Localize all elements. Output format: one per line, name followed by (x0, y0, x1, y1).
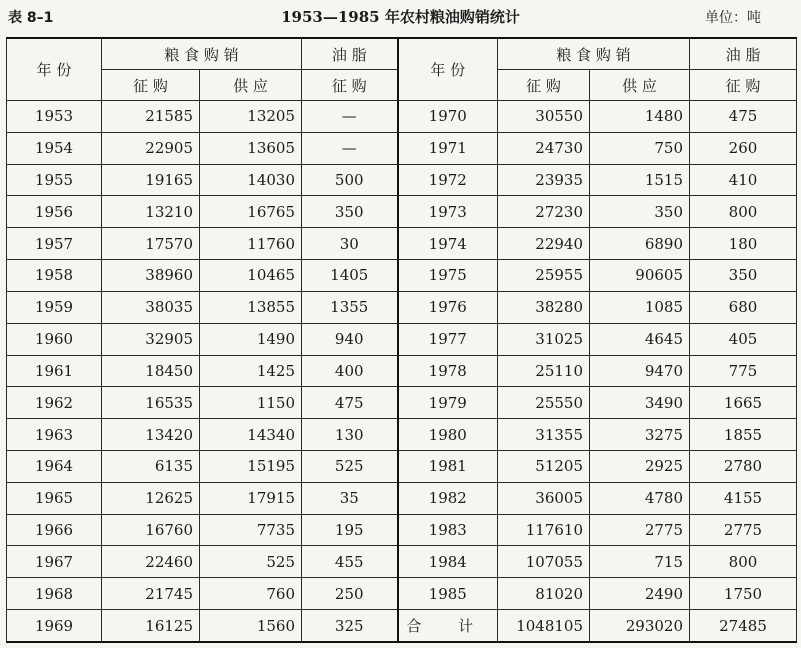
grain-purchase-cell: 38960 (102, 260, 200, 292)
year-cell: 1982 (398, 482, 498, 514)
year-cell: 1963 (7, 419, 102, 451)
header-purchase-right: 征 购 (498, 70, 590, 101)
grain-supply-cell: 525 (200, 546, 302, 578)
year-cell: 1961 (7, 355, 102, 387)
year-cell: 1970 (398, 101, 498, 133)
grain-purchase-cell: 16125 (102, 610, 200, 643)
year-cell: 1956 (7, 196, 102, 228)
oil-purchase-cell: 475 (690, 101, 797, 133)
header-oil-right: 油 脂 (690, 38, 797, 70)
table-row (7, 196, 797, 228)
oil-purchase-cell: 1750 (690, 578, 797, 610)
header-oil-left: 油 脂 (302, 38, 398, 70)
oil-purchase-cell: 30 (302, 228, 398, 260)
grain-purchase-cell: 30550 (498, 101, 590, 133)
year-cell: 1974 (398, 228, 498, 260)
year-cell: 1954 (7, 132, 102, 164)
grain-supply-cell: 1480 (590, 101, 690, 133)
table-caption (0, 0, 801, 34)
grain-supply-cell: 10465 (200, 260, 302, 292)
grain-oil-table (6, 37, 797, 643)
header-grain-right: 粮 食 购 销 (498, 38, 690, 70)
grain-purchase-cell: 18450 (102, 355, 200, 387)
table-row (7, 101, 797, 133)
year-cell: 1965 (7, 482, 102, 514)
grain-supply-cell: 16765 (200, 196, 302, 228)
oil-purchase-cell: 1355 (302, 291, 398, 323)
year-cell: 1957 (7, 228, 102, 260)
grain-purchase-cell: 22905 (102, 132, 200, 164)
table-row (7, 355, 797, 387)
year-cell: 1979 (398, 387, 498, 419)
oil-purchase-cell: 500 (302, 164, 398, 196)
oil-purchase-cell: 680 (690, 291, 797, 323)
year-cell: 1983 (398, 514, 498, 546)
total-grain-purchase-cell: 1048105 (498, 610, 590, 643)
grain-supply-cell: 13855 (200, 291, 302, 323)
year-cell: 1955 (7, 164, 102, 196)
grain-supply-cell: 1560 (200, 610, 302, 643)
oil-purchase-cell: 400 (302, 355, 398, 387)
table-row (7, 514, 797, 546)
oil-purchase-cell: 455 (302, 546, 398, 578)
oil-purchase-cell: 2775 (690, 514, 797, 546)
table-row (7, 610, 797, 643)
oil-purchase-cell: 475 (302, 387, 398, 419)
year-cell: 1978 (398, 355, 498, 387)
grain-purchase-cell: 21585 (102, 101, 200, 133)
year-cell: 1976 (398, 291, 498, 323)
grain-purchase-cell: 36005 (498, 482, 590, 514)
grain-purchase-cell: 22460 (102, 546, 200, 578)
oil-purchase-cell: 180 (690, 228, 797, 260)
oil-purchase-cell: 350 (690, 260, 797, 292)
grain-supply-cell: 17915 (200, 482, 302, 514)
oil-purchase-cell: 405 (690, 323, 797, 355)
grain-supply-cell: 3275 (590, 419, 690, 451)
grain-supply-cell: 11760 (200, 228, 302, 260)
grain-supply-cell: 1515 (590, 164, 690, 196)
year-cell: 1969 (7, 610, 102, 643)
oil-purchase-cell: 260 (690, 132, 797, 164)
table-row (7, 482, 797, 514)
grain-supply-cell: 2490 (590, 578, 690, 610)
grain-purchase-cell: 25955 (498, 260, 590, 292)
grain-supply-cell: 13605 (200, 132, 302, 164)
grain-purchase-cell: 13420 (102, 419, 200, 451)
header-year-right: 年 份 (398, 38, 498, 101)
grain-supply-cell: 2925 (590, 450, 690, 482)
grain-supply-cell: 1150 (200, 387, 302, 419)
total-grain-supply-cell: 293020 (590, 610, 690, 643)
oil-purchase-cell: 325 (302, 610, 398, 643)
year-cell: 1968 (7, 578, 102, 610)
oil-purchase-cell: 800 (690, 196, 797, 228)
table-row (7, 260, 797, 292)
grain-purchase-cell: 107055 (498, 546, 590, 578)
table-row (7, 323, 797, 355)
oil-purchase-cell: 130 (302, 419, 398, 451)
year-cell: 1953 (7, 101, 102, 133)
grain-supply-cell: 750 (590, 132, 690, 164)
grain-purchase-cell: 16760 (102, 514, 200, 546)
total-label: 合 计 (398, 610, 498, 643)
grain-purchase-cell: 25110 (498, 355, 590, 387)
table-title: 1953—1985 年农村粮油购销统计 (281, 8, 520, 26)
year-cell: 1958 (7, 260, 102, 292)
table-row (7, 450, 797, 482)
grain-purchase-cell: 31025 (498, 323, 590, 355)
grain-supply-cell: 1490 (200, 323, 302, 355)
grain-supply-cell: 760 (200, 578, 302, 610)
oil-purchase-cell: 410 (690, 164, 797, 196)
grain-supply-cell: 350 (590, 196, 690, 228)
year-cell: 1973 (398, 196, 498, 228)
grain-supply-cell: 3490 (590, 387, 690, 419)
grain-supply-cell: 715 (590, 546, 690, 578)
header-purchase-left: 征 购 (102, 70, 200, 101)
year-cell: 1971 (398, 132, 498, 164)
oil-purchase-cell: 775 (690, 355, 797, 387)
grain-purchase-cell: 17570 (102, 228, 200, 260)
grain-purchase-cell: 27230 (498, 196, 590, 228)
grain-purchase-cell: 24730 (498, 132, 590, 164)
year-cell: 1981 (398, 450, 498, 482)
oil-purchase-cell: 350 (302, 196, 398, 228)
header-supply-right: 供 应 (590, 70, 690, 101)
oil-purchase-cell: 1405 (302, 260, 398, 292)
year-cell: 1980 (398, 419, 498, 451)
oil-purchase-cell: 4155 (690, 482, 797, 514)
year-cell: 1975 (398, 260, 498, 292)
header-year-left: 年 份 (7, 38, 102, 101)
header-oil-purchase-left: 征 购 (302, 70, 398, 101)
year-cell: 1985 (398, 578, 498, 610)
grain-purchase-cell: 38280 (498, 291, 590, 323)
grain-purchase-cell: 16535 (102, 387, 200, 419)
grain-supply-cell: 6890 (590, 228, 690, 260)
table-row (7, 132, 797, 164)
oil-purchase-cell: 525 (302, 450, 398, 482)
table-row (7, 387, 797, 419)
grain-purchase-cell: 6135 (102, 450, 200, 482)
grain-purchase-cell: 22940 (498, 228, 590, 260)
year-cell: 1967 (7, 546, 102, 578)
grain-supply-cell: 7735 (200, 514, 302, 546)
grain-supply-cell: 4645 (590, 323, 690, 355)
grain-supply-cell: 14030 (200, 164, 302, 196)
grain-supply-cell: 14340 (200, 419, 302, 451)
grain-purchase-cell: 19165 (102, 164, 200, 196)
header-supply-left: 供 应 (200, 70, 302, 101)
table-row (7, 578, 797, 610)
unit-label: 单位：吨 (705, 10, 761, 26)
oil-purchase-cell: 800 (690, 546, 797, 578)
header-oil-purchase-right: 征 购 (690, 70, 797, 101)
table-row (7, 164, 797, 196)
grain-supply-cell: 90605 (590, 260, 690, 292)
year-cell: 1966 (7, 514, 102, 546)
grain-supply-cell: 4780 (590, 482, 690, 514)
grain-purchase-cell: 25550 (498, 387, 590, 419)
oil-purchase-cell: 35 (302, 482, 398, 514)
oil-purchase-cell: 1855 (690, 419, 797, 451)
year-cell: 1964 (7, 450, 102, 482)
year-cell: 1960 (7, 323, 102, 355)
year-cell: 1959 (7, 291, 102, 323)
grain-supply-cell: 1085 (590, 291, 690, 323)
grain-purchase-cell: 23935 (498, 164, 590, 196)
grain-supply-cell: 13205 (200, 101, 302, 133)
oil-purchase-cell: 195 (302, 514, 398, 546)
grain-purchase-cell: 31355 (498, 419, 590, 451)
grain-purchase-cell: 32905 (102, 323, 200, 355)
grain-supply-cell: 15195 (200, 450, 302, 482)
grain-purchase-cell: 117610 (498, 514, 590, 546)
oil-purchase-cell: — (302, 132, 398, 164)
grain-purchase-cell: 51205 (498, 450, 590, 482)
grain-supply-cell: 9470 (590, 355, 690, 387)
oil-purchase-cell: 1665 (690, 387, 797, 419)
table-number: 表 8–1 (8, 10, 54, 26)
grain-purchase-cell: 21745 (102, 578, 200, 610)
year-cell: 1962 (7, 387, 102, 419)
oil-purchase-cell: 2780 (690, 450, 797, 482)
year-cell: 1977 (398, 323, 498, 355)
header-grain-left: 粮 食 购 销 (102, 38, 302, 70)
table-row (7, 419, 797, 451)
total-oil-purchase-cell: 27485 (690, 610, 797, 643)
oil-purchase-cell: — (302, 101, 398, 133)
grain-purchase-cell: 38035 (102, 291, 200, 323)
table-row (7, 228, 797, 260)
grain-purchase-cell: 81020 (498, 578, 590, 610)
oil-purchase-cell: 250 (302, 578, 398, 610)
year-cell: 1972 (398, 164, 498, 196)
grain-purchase-cell: 12625 (102, 482, 200, 514)
table-row (7, 291, 797, 323)
grain-supply-cell: 2775 (590, 514, 690, 546)
grain-supply-cell: 1425 (200, 355, 302, 387)
oil-purchase-cell: 940 (302, 323, 398, 355)
year-cell: 1984 (398, 546, 498, 578)
table-row (7, 546, 797, 578)
grain-purchase-cell: 13210 (102, 196, 200, 228)
